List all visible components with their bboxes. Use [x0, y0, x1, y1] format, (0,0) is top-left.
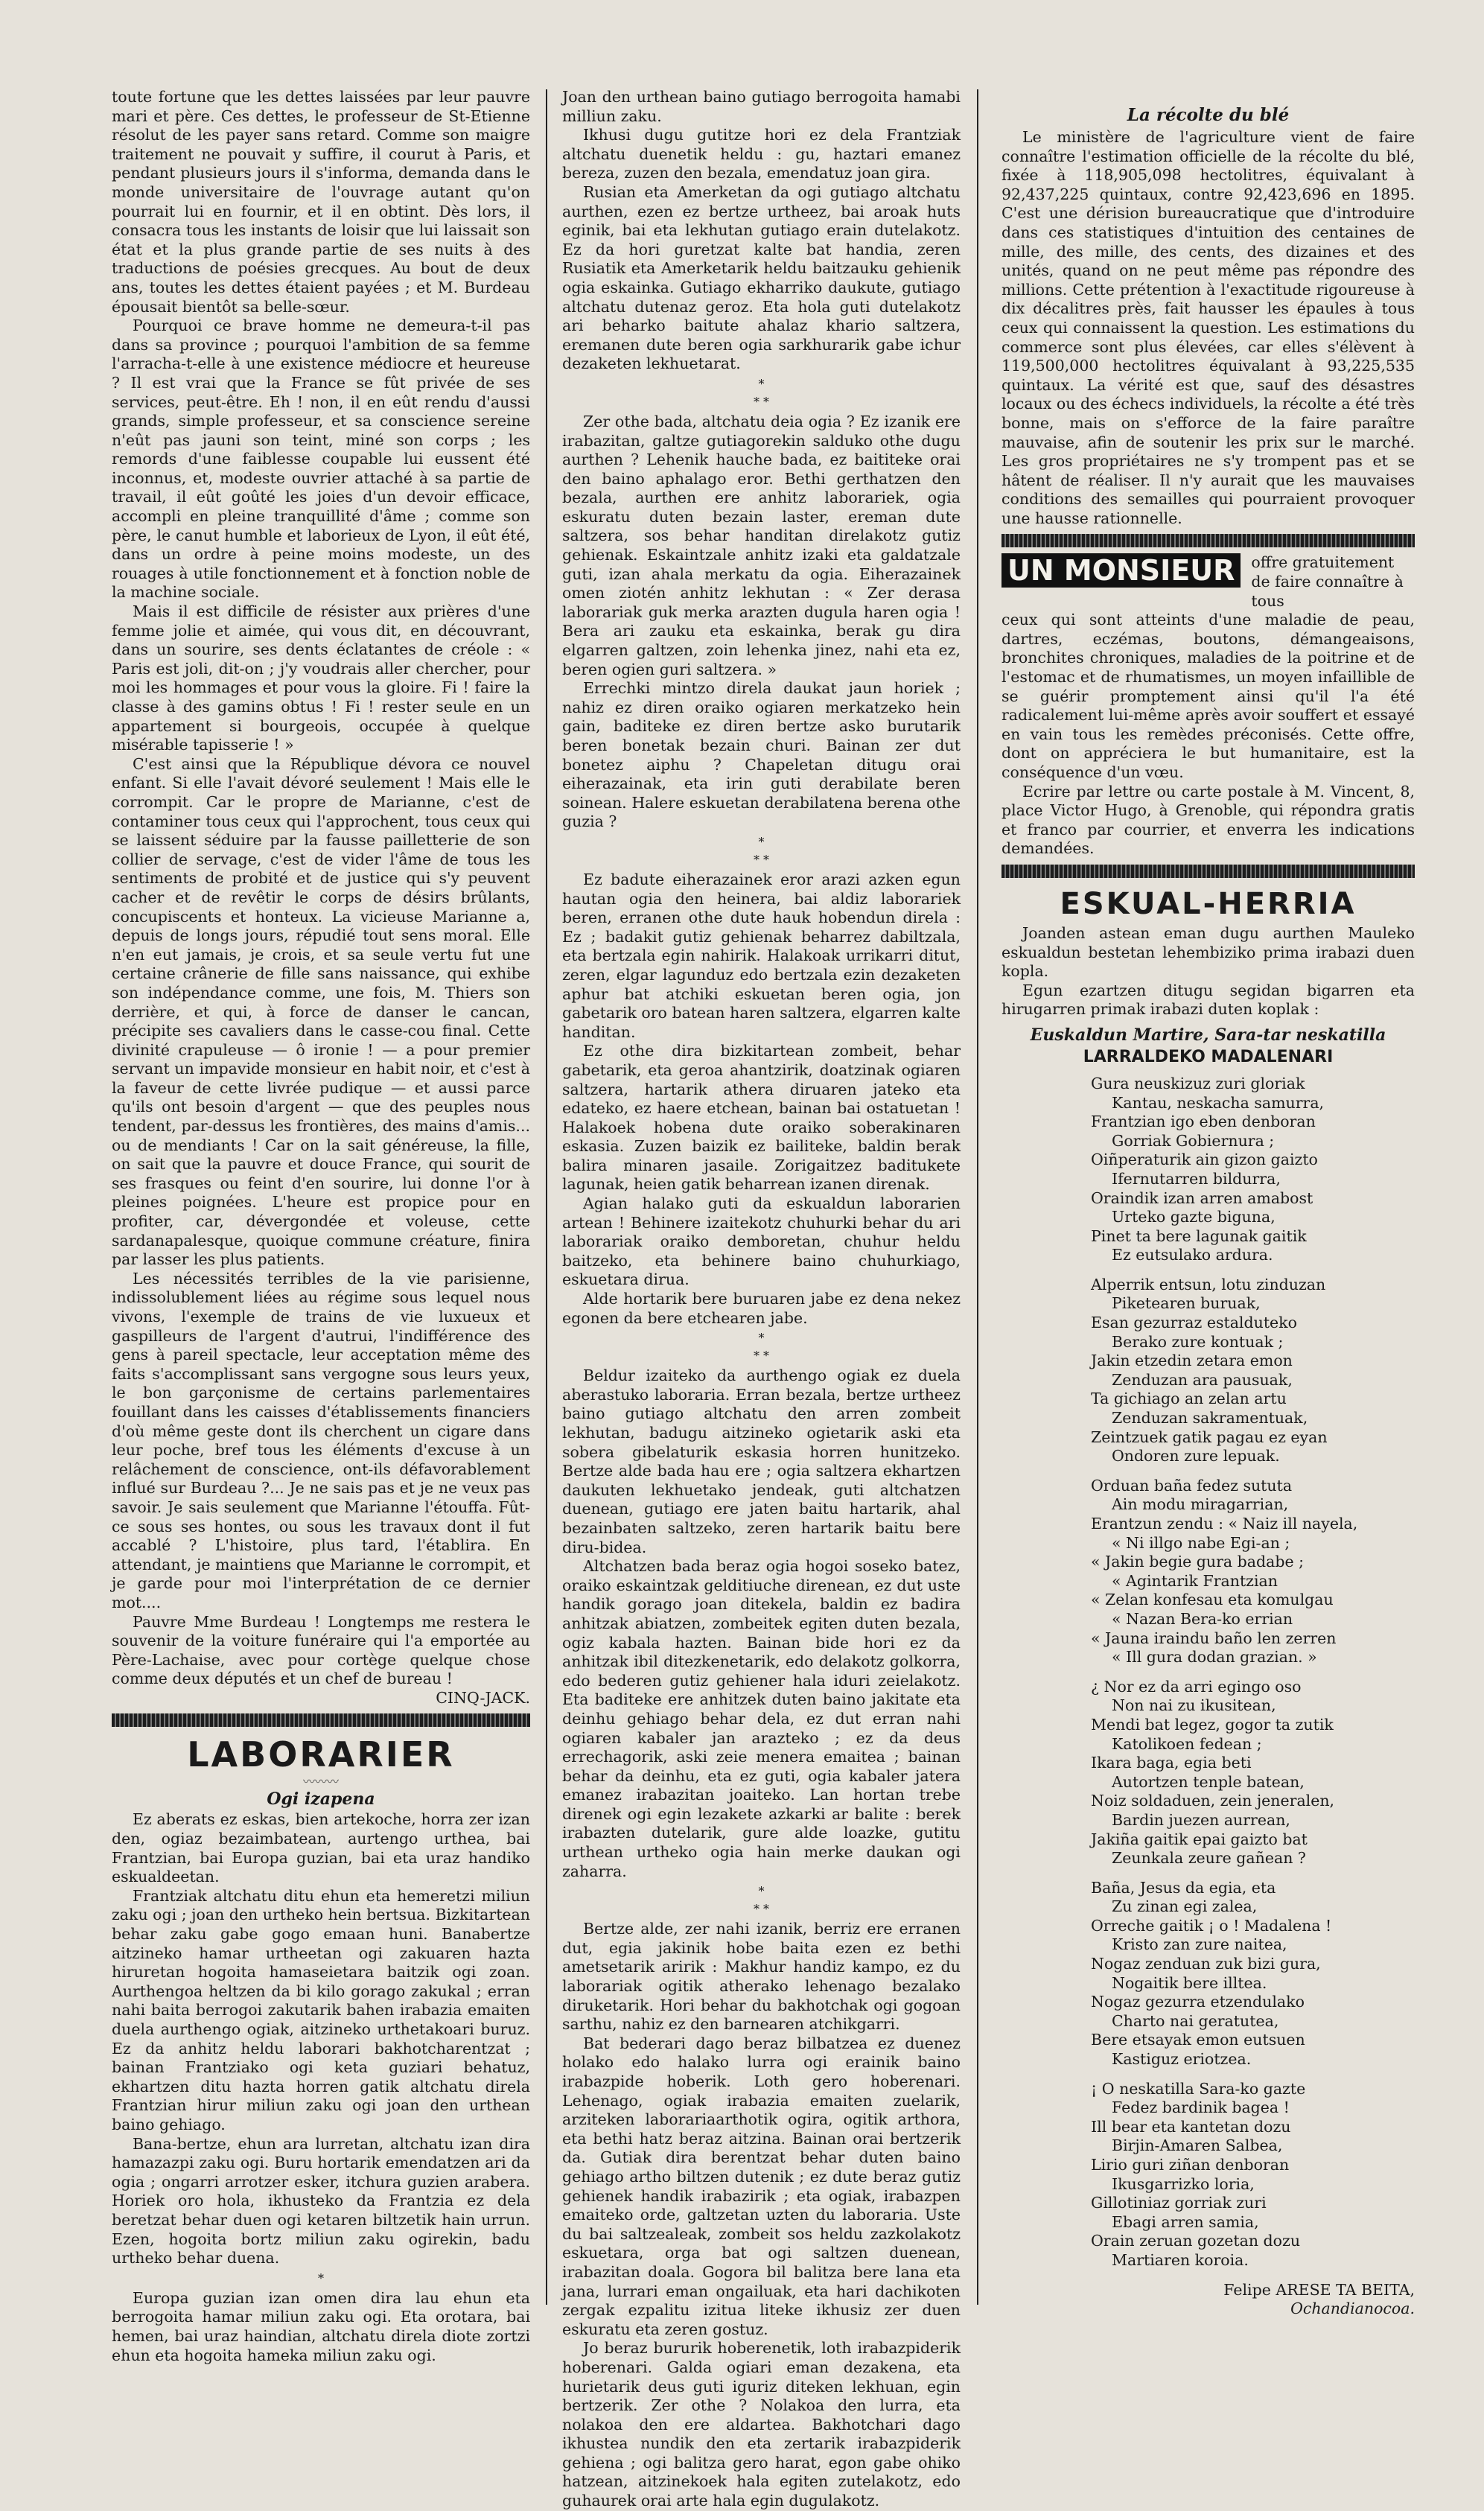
poem-line: Zenduzan sakramentuak, — [1112, 1409, 1308, 1428]
poem-line: Orreche gaitik ¡ o ! Madalena ! — [1091, 1916, 1332, 1935]
advertisement — [1001, 553, 1415, 611]
poem-line: « Jakin begie gura badabe ; — [1091, 1553, 1305, 1571]
poem-line: Ifernutarren bildurra, — [1112, 1169, 1281, 1188]
article-paragraph: Ez badute eiherazainek eror arazi azken egun hautan ogia den heinera, bai aldiz laborariek beren, erranen othe dute hauk hobendun direla : Ez ; badakit gutiz gehienak beharrez dabiltzala, eta bertzala egin nahirik. Halakoak urrikarri ditut, zeren, elgar lagunduz edo bertzala ezin dezaketen aphur bat atchiki eskuetan beren ogia, jon gabetarik oro batean haren saltzera, elgarren kalte handitan. — [562, 870, 961, 1041]
poem-line: Jakin etzedin zetara emon — [1091, 1352, 1293, 1370]
section-title: LABORARIER — [187, 1734, 455, 1775]
poem-line: Frantzian igo eben denboran — [1091, 1113, 1316, 1131]
poem — [1091, 1075, 1415, 2270]
article-paragraph: Alde hortarik bere buruaren jabe ez dena nekez egonen da bere etchearen jabe. — [562, 1290, 961, 1327]
poem-title-2: LARRALDEKO MADALENARI — [1083, 1047, 1334, 1066]
poem-line: Zeunkala zeure gañean ? — [1112, 1849, 1306, 1868]
poem-signature-name: Felipe ARESE TA BEITA, — [1223, 2280, 1415, 2299]
column-3 — [1001, 88, 1415, 2337]
article-paragraph: C'est ainsi que la République dévora ce nouvel enfant. Si elle l'avait dévoré seulement ! Mais elle le corrompit. Car le propre de Marianne, c'est de contaminer tous ceux qui l'approchent, tous ceux qui se laissent séduire par la fausse pailletterie de son collier de servage, c'est de vider l'âme de tous les sentiments de probité et de justice qui s'y peuvent cacher et de revêtir le corps de désirs brûlants, concupiscents et honteux. La vicieuse Marianne a, depuis de longs jours, répudié tout sens moral. Elle n'en eut jamais, je crois, et sa seule vertu fut une certaine crânerie de fille sans naissance, qui exhibe son indépendance comme, une fois, M. Thiers son derrière, et qui, à force de danser le cancan, précipite ses cavaliers dans le casse-cou final. Cette divinité crapuleuse — ô ironie ! — a pour premier servant un impavide monsieur en habit noir, et c'est à la faveur de cette livrée pudique — et aussi parce qu'ils ont besoin d'argent — que des peuples nous tendent, par-dessus les frontières, des mains d'amis... ou de mendiants ! Car on la sait généreuse, la fille, on sait que la pauvre et douce France, qui sourit de ses frasques ou feint d'en sourire, lui donne l'or à pleines poignées. L'heure est propice pour en profiter, car, dévergondée et voleuse, cette sardanapalesque, quoique commune créature, finira par lasser les plus patients. — [112, 754, 530, 1269]
poem-line: Orain zeruan gozetan dozu — [1091, 2232, 1301, 2250]
asterism: * — [318, 2270, 324, 2285]
ad-logo: UN MONSIEUR — [1001, 553, 1241, 588]
ad-contact: Ecrire par lettre ou carte postale à M. Vincent, 8, place Victor Hugo, à Grenoble, qui répondra gratis et franco par courrier, et enverra les indications demandées. — [1001, 782, 1415, 858]
poem-line: Ez eutsulako ardura. — [1112, 1246, 1273, 1264]
poem-line: Charto nai geratutea, — [1112, 2011, 1279, 2030]
column-rule-2 — [977, 89, 978, 2305]
poem-stanza — [1091, 1678, 1415, 1868]
poem-line: Baña, Jesus da egia, eta — [1091, 1878, 1276, 1897]
article-paragraph: Rusian eta Amerketan da ogi gutiago altchatu aurthen, ezen ez bertze urtheez, bai aroak huts eginik, bai eta lekhutan gutiago erain dutelakotz. Ez da hori guretzat kalte bat handia, zeren Rusiatik eta Amerketarik heldu baitzauku gehienik ogia eskainka. Gutiago ekharriko daukute, gutiago altchatu dutenaz geroz. Eta hola guti dutelakotz ari beharko baitute ahalaz khario saltzera, eremanen dute beren ogia sarkhurarik gabe ichur dezaketen lekhuetarat. — [562, 182, 961, 373]
poem-line: Gillotiniaz gorriak zuri — [1091, 2194, 1267, 2212]
ble-paragraph: Le ministère de l'agriculture vient de faire connaître l'estimation officielle de la récolte du blé, fixée à 118,905,098 hectolitres, équivalant à 92,437,225 quintaux, contre 92,423,696 en 1895. C'est une dérision bureaucratique que d'introduire dans ces statistiques d'intuition des centaines de mille, des mille, des cents, des dizaines et des unités, quand on ne peut même pas répondre des millions. Cette prétention à l'exactitude rigoureuse à dix décalitres près, fait hausser les épaules à tous ceux qui connaissent la question. Les estimations du commerce sont plus élevées, car elles s'élèvent à 119,500,000 hectolitres équivalant à 93,225,535 quintaux. La vérité est que, sauf des désastres locaux ou des échecs individuels, la récolte a été très bonne, mais on s'efforce de la faire paraître mauvaise, afin de soutenir les prix sur le marché. Les gros propriétaires ne s'y trompent pas et se hâtent de réaliser. Il n'y aurait que les mauvaises conditions des semailles qui pourraient provoquer une hausse rationnelle. — [1001, 128, 1415, 527]
poem-line: Pinet ta bere lagunak gaitik — [1091, 1226, 1307, 1245]
eh-intro: Joanden astean eman dugu aurthen Mauleko eskualdun bestetan lehembiziko prima irabazi duen kopla. — [1001, 923, 1415, 981]
poem-line: « Ni illgo nabe Egi-an ; — [1112, 1533, 1290, 1552]
poem-line: ¡ O neskatilla Sara-ko gazte — [1091, 2079, 1306, 2098]
eskual-herria-title: ESKUAL-HERRIA — [1060, 886, 1357, 921]
poem-line: Ondoren zure lepuak. — [1112, 1447, 1280, 1465]
poem-line: Nogaz zenduan zuk bizi gura, — [1091, 1955, 1321, 1973]
column-rule-1 — [546, 89, 547, 2305]
poem-line: Ill bear eta kantetan dozu — [1091, 2117, 1291, 2136]
article-paragraph: Mais il est difficile de résister aux prières d'une femme jolie et aimée, qui vous dit, en découvrant, dans un sourire, ses dents éclatantes de créole : « Paris est joli, dit-on ; j'y voudrais aller chercher, pour moi les hommages et pour vous la gloire. Fi ! faire la classe à des gamins obtus ! Fi ! rester seule en un appartement si bourgeois, occupée à quelque misérable tapisserie ! » — [112, 602, 530, 754]
poem-stanza — [1091, 1276, 1415, 1466]
asterism: * * * — [753, 376, 770, 409]
column-1 — [112, 88, 530, 2364]
poem-line: Ta gichiago an zelan artu — [1091, 1390, 1287, 1408]
poem-line: Bardin juezen aurrean, — [1112, 1810, 1290, 1829]
ad-first-line: offre gratuitement de faire connaître à tous — [1251, 553, 1404, 610]
poem-signature-place: Ochandianocoa. — [1290, 2300, 1415, 2318]
section-divider — [1001, 534, 1415, 547]
poem-line: Nogaitik bere illtea. — [1112, 1973, 1267, 1992]
poem-line: Gorriak Gobiernura ; — [1112, 1131, 1275, 1150]
poem-line: Alperrik entsun, lotu zinduzan — [1091, 1275, 1326, 1293]
poem-line: « Agintarik Frantzian — [1112, 1571, 1278, 1590]
eh-intro-2: Egun ezartzen ditugu segidan bigarren eta hirugarren primak irabazi duten koplak : — [1001, 981, 1415, 1019]
asterism: * * * — [753, 1331, 770, 1363]
poem-line: ¿ Nor ez da arri egingo oso — [1091, 1677, 1302, 1696]
article-paragraph: Pourquoi ce brave homme ne demeura-t-il pas dans sa province ; pourquoi l'ambition de sa femme l'arracha-t-elle à une existence médiocre et heureuse ? Il est vrai que la France se fût privée de ses services, peut-être. Eh ! non, il en eût rendu d'aussi grands, simple professeur, et sa conscience sereine n'eût pas jauni son teint, miné son corps ; les remords d'une faiblesse coupable lui eussent été inconnus, et, modeste ouvrier attaché à sa partie de travail, il eût goûté les joies d'un devoir efficace, accompli en pleine tranquillité d'âme ; comme son père, le canut humble et laborieux de Lyon, il eût été, dans un ordre à peine moins modeste, un des rouages à utile fonctionnement et à fonction noble de la machine sociale. — [112, 316, 530, 602]
poem-line: Katolikoen fedean ; — [1112, 1734, 1262, 1753]
poem-line: Kantau, neskacha samurra, — [1112, 1093, 1325, 1112]
poem-line: « Nazan Bera-ko errian — [1112, 1609, 1293, 1628]
article-paragraph: Europa guzian izan omen dira lau ehun eta berrogoita hamar miliun zaku ogi. Eta orotara, bai hemen, bai uraz haindian, altchatu direla diote zortzi ehun eta hogoita hameka miliun zaku ogi. — [112, 2288, 530, 2364]
poem-line: Ebagi arren samia, — [1112, 2212, 1259, 2231]
poem-line: Lirio guri ziñan denboran — [1091, 2156, 1290, 2174]
poem-title-1: Euskaldun Martire, Sara-tar neskatilla — [1030, 1025, 1386, 1045]
poem-line: Erantzun zendu : « Naiz ill nayela, — [1091, 1515, 1358, 1533]
poem-line: Orduan baña fedez sututa — [1091, 1476, 1293, 1495]
article-paragraph: Errechki mintzo direla daukat jaun horiek ; nahiz ez diren oraiko ogiaren merkatzeko hein gain, baditeke ez diren bertze asko burutarik beren bonetak bezain churi. Bainan zer dut bonetez aiphu ? Chapeletan ditugu orai eiherazainak, eta irin guti derabilate beren soinean. Halere eskuetan derabilatena berena othe guzia ? — [562, 679, 961, 831]
poem-line: Gura neuskizuz zuri gloriak — [1091, 1074, 1305, 1092]
poem-line: Kristo zan zure naitea, — [1112, 1935, 1287, 1954]
poem-line: « Zelan konfesau eta komulgau — [1091, 1591, 1334, 1609]
poem-stanza — [1091, 1075, 1415, 1265]
poem-line: Ikara baga, egia beti — [1091, 1754, 1252, 1772]
article-signature: CINQ-JACK. — [436, 1688, 530, 1707]
article-paragraph: Bana-bertze, ehun ara lurretan, altchatu izan dira hamazazpi zaku ogi. Buru hortarik emendatzen ari da ogia ; ongarri arrotzer esker, itchura guzien arabera. Horiek oro hola, ikhusteko da Frantzia ez dela beretzat behar duen ogi ketaren biltzetik hain urrun. Ezen, hogoita bortz miliun zaku ogirekin, badu urtheko behar duena. — [112, 2134, 530, 2267]
poem-line: Oraindik izan arren amabost — [1091, 1188, 1313, 1207]
poem-line: Urteko gazte biguna, — [1112, 1208, 1276, 1226]
article-paragraph: Beldur izaiteko da aurthengo ogiak ez duela aberastuko laboraria. Erran bezala, bertze urtheez baino gutiago altchatu den arren zombeit lekhutan, badugu aitzineko ogietarik aski eta sobera gibelaturik eskasia horren hunitzeko. Bertze alde bada hau ere ; ogia saltzera ekhartzen daukuten lekhuetako jendeak, guti altchatzen duenean, gutiago ere jaten baitu hartarik, ahal bezainbaten saltzeko, zeren hartarik baitu bere diru-bidea. — [562, 1366, 961, 1556]
poem-line: Esan gezurraz estalduteko — [1091, 1314, 1297, 1332]
article-paragraph: Les nécessités terribles de la vie parisienne, indissolublement liées au régime sous lequel nous vivons, l'exemple de trains de vie luxueux et gaspilleurs de l'argent d'autrui, l'indifférence des gens à pareil spectacle, leur acceptation même des faits s'accomplissant sans vergogne sous leurs yeux, le bon garçonisme de certains parlementaires fouillant dans les caisses d'établissements financiers d'où même geste dont ils cherchent un cigare dans leur poche, bref tous les éléments d'excuse à un relâchement de conscience, ont-ils défavorablement influé sur Burdeau ?... Je ne sais pas et je ne veux pas savoir. Je sais seulement que Marianne l'étouffa. Fût-ce sous ses hontes, ou sous les travaux dont il fut accablé ? L'histoire, plus tard, l'établira. En attendant, je maintiens que Marianne le corrompit, et je garde pour moi l'interprétation de ce dernier mot.... — [112, 1269, 530, 1611]
article-paragraph: Altchatzen bada beraz ogia hogoi soseko batez, oraiko eskaintzak gelditiuche direnean, ez dut uste handik gorago joan ditekela, baldin ez badira anhitzak abiatzen, zombeitek egiten duten bezala, ogiz kabala hazten. Bainan bide hori ez da anhitzak ibil ditezkenetarik, edo delakotz golkorra, edo bederen gutiz gehiener hala iduri zeielakotz. Eta baditeke ere anhitzek duten baino jakitate eta deinhu gehiago behar dela, ez dut erran nahi ogiaren kabaler jan arazteko ; ez da deus errechagorik, aski zeie menera emaitea ; bainan behar da deinhu, eta ez guti, ogia kabaler jatera emanez irabazitan joaiteko. Lan hortan trebe direnek ogi egin lezakete azkarki ar balite : berek irabazten dutelarik, gure alde loazke, gutitu urthean urtheko ogia hain merke daukan ogi zaharra. — [562, 1557, 961, 1880]
decorative-swash: 〰〰〰 — [302, 1775, 339, 1789]
poem-line: Autortzen tenple batean, — [1112, 1772, 1305, 1791]
article-paragraph: Pauvre Mme Burdeau ! Longtemps me restera le souvenir de la voiture funéraire qui l'a emportée au Père-Lachaise, avec pour cortège quelque chose comme deux députés et un chef de bureau ! — [112, 1612, 530, 1688]
poem-line: Oiñperaturik ain gizon gaizto — [1091, 1151, 1318, 1169]
poem-stanza — [1091, 2080, 1415, 2270]
ad-body: ceux qui sont atteints d'une maladie de peau, dartres, eczémas, boutons, démangeaisons, bronchites chroniques, maladies de la poitrine et de l'estomac et de rhumatismes, un moyen infaillible de se guérir promptement ainsi qu'il l'a été radicalement lui-même après avoir souffert et essayé en vain tous les remèdes préconisés. Cette offre, dont on appréciera le but humanitaire, est la conséquence d'un vœu. — [1001, 611, 1415, 781]
column-2 — [562, 88, 961, 2510]
asterism: * * * — [753, 834, 770, 867]
section-divider — [112, 1713, 530, 1727]
article-paragraph: toute fortune que les dettes laissées par leur pauvre mari et père. Ces dettes, le professeur de St-Etienne résolut de les payer sans retard. Comme son maigre traitement ne pouvait y suffire, il courut à Paris, et pendant plusieurs jours il s'informa, demanda dans le monde universitaire de l'ouvrage autant qu'on pourrait lui en fournir, et il en obtint. Dès lors, il consacra tous les instants de loisir que lui laissait son état et la plus grande partie de ses nuits à des traductions de poésies grecques. Au bout de deux ans, toutes les dettes étaient payées ; et M. Burdeau épousait bientôt sa belle-sœur. — [112, 88, 530, 316]
poem-line: Nogaz gezurra etzendulako — [1091, 1993, 1305, 2011]
poem-line: Berako zure kontuak ; — [1112, 1332, 1284, 1351]
poem-line: Bere etsayak emon eutsuen — [1091, 2031, 1305, 2049]
poem-line: Non nai zu ikusitean, — [1112, 1696, 1276, 1715]
article-paragraph: Ikhusi dugu gutitze hori ez dela Frantziak altchatu duenetik heldu : gu, haztari emanez bereza, zuzen den bezala, emendatuz joan gira. — [562, 126, 961, 182]
poem-line: Ikusgarrizko loria, — [1112, 2174, 1255, 2193]
poem-line: Mendi bat legez, gogor ta zutik — [1091, 1715, 1334, 1734]
article-paragraph: Jo beraz bururik hoberenetik, loth irabazpiderik hoberenari. Galda ogiari eman dezakena, eta hurietarik deus guti iguriz diteken lekhuan, egin bertzerik. Zer othe ? Nolakoa den lurra, eta nolakoa den ere aldartea. Bakhotchari dago ikhustea nundik den eta zertarik irabazpiderik gehiena ; ogi balitza gero harat, egon gabe ohiko hatzean, aitzinekoek hala egiten zutelakotz, edo guhaurek orai arte hala egin dugulakotz. — [562, 2339, 961, 2510]
poem-line: Birjin-Amaren Salbea, — [1112, 2136, 1283, 2155]
article-paragraph: Ez aberats ez eskas, bien artekoche, horra zer izan den, ogiaz bezaimbatean, aurtengo urthea, bai Frantzian, bai Europa guzian, bai eta uraz handiko eskualdeetan. — [112, 1810, 530, 1886]
article-paragraph: Bat bederari dago beraz bilbatzea ez duenez holako edo halako lurra ogi erainik baino irabazpide hoberik. Loth gero hoberenari. Lehenago, ogiak irabazia emaiten zuelarik, arziteken laborariaarthotik ogira, ogitik arthora, eta bethi hatz beraz aitzina. Bainan orai bertzerik da. Gutiak dira berentzat behar duten baino gehiago artho biltzen dutenik ; ez dute beraz gutiz gehienek handik irabazirik ; eta ogiak, irabazpen emaiteko orde, galtzetan uzten du laboraria. Uste du bai saltzealeak, zombeit sos heldu zazkolakotz eskuetara, orga bat ogi saltzen duenean, irabazitan doala. Gogora bil balitza bere lana eta jana, lurrari eman ongailuak, eta hari dachikoten zergak ezpalitu izitua liteke ikhusiz zer duen eskuratu eta zeren gostuz. — [562, 2034, 961, 2338]
article-paragraph: Frantziak altchatu ditu ehun eta hemeretzi miliun zaku ogi ; joan den urtheko hein bertsua. Bizkitartean behar zaku gabe gogo emaan huni. Banabertze aitzineko hamar urtheetan ogi zakuaren hazta hiruretan hogoita hamaseietara baitzik ogi zoan. Aurthengoa heltzen da bi kilo gorago zakukal ; erran nahi baita berrogoi zakutarik bahen irabazia emaiten duela aurthengo ogiak, aitzineko urthetakoari buruz. Ez da anhitz heldu laborari bakhotcharentzat ; bainan Frantziako ogi keta guziari behatuz, ekhartzen ditu hazta horren gatik altchatu direla Frantzian hirur miliun zaku ogi joan den urthean baino gehiago. — [112, 1886, 530, 2133]
poem-line: Piketearen buruak, — [1112, 1294, 1261, 1313]
poem-line: « Ill gura dodan grazian. » — [1112, 1648, 1317, 1667]
article-paragraph: Zer othe bada, altchatu deia ogia ? Ez izanik ere irabazitan, galtze gutiagorekin salduko othe dugu aurthen ? Lehenik hauche bada, ez baititeke orai den baino aphalago eror. Bethi gerthatzen den bezala, aurthen ere anhitz laborariek, ogia eskuratu duten bezain laster, ereman dute saltzera, sos behar handitan direlakotz gutiz gehienak. Eskaintzale anhitz izaki eta galdatzale guti, izan ahala merkatu da ogia. Eiherazainek omen ziotén anhitz lekhutan : « Zer derasa laborariak guk merka arazten dugula haren ogia ! Bera ari zauku eta eskainka, berak gu dira elgarren galtzen, zoin lehenka jinez, nahi eta ez, beren ogien guri saltzera. » — [562, 412, 961, 678]
poem-stanza — [1091, 1477, 1415, 1667]
poem-line: « Jauna iraindu baño len zerren — [1091, 1629, 1337, 1647]
poem-line: Zeintzuek gatik pagau ez eyan — [1091, 1428, 1328, 1446]
ble-title: La récolte du blé — [1127, 105, 1290, 125]
poem-line: Zenduzan ara pausuak, — [1112, 1370, 1293, 1389]
article-paragraph: Joan den urthean baino gutiago berrogoita hamabi milliun zaku. — [562, 88, 961, 125]
section-subtitle: Ogi izapena — [267, 1789, 375, 1810]
poem-line: Martiaren koroia. — [1112, 2250, 1249, 2269]
article-paragraph: Bertze alde, zer nahi izanik, berriz ere erranen dut, egia jakinik hobe baita ezen ez bethi ametsetarik aririk : Makhur handiz kampo, ez du laborariak ogitik atherako lehenago bezalako diruketarik. Hori behar du bakhotchak ogi gogoan sarthu, nahiz ez den barnearen atchikgarri. — [562, 1920, 961, 2034]
poem-line: Zu zinan egi zalea, — [1112, 1897, 1258, 1916]
poem-stanza — [1091, 1879, 1415, 2069]
section-divider — [1001, 865, 1415, 878]
poem-line: Ain modu miragarrian, — [1112, 1495, 1289, 1514]
poem-line: Jakiña gaitik epai gaizto bat — [1091, 1830, 1308, 1848]
poem-line: Kastiguz eriotzea. — [1112, 2050, 1252, 2069]
article-paragraph: Agian halako guti da eskualdun laborarien artean ! Behinere izaitekotz chuhurki behar du ari laborariak oraiko demboretan, chuhur heldu baitzeko, eta behinere baino chuhurkiago, eskuetara dirua. — [562, 1194, 961, 1289]
article-paragraph: Ez othe dira bizkitartean zombeit, behar gabetarik, eta geroa ahantzirik, doatzinak ogiaren saltzera, hartarik athera diruaren jateko eta edateko, ez haere etchean, bainan bai ostatuetan ! Halakoek hobena dute oraiko soberakinaren eskasia. Zuzen baizik ez bailiteke, baldin berak balira minaren jasaile. Zorigaitzez baditukete lagunak, heien gatik beharrean izanen direnak. — [562, 1042, 961, 1194]
poem-line: Fedez bardinik bagea ! — [1112, 2098, 1290, 2117]
poem-line: Noiz soldaduen, zein jeneralen, — [1091, 1792, 1335, 1810]
asterism: * * * — [753, 1884, 770, 1917]
